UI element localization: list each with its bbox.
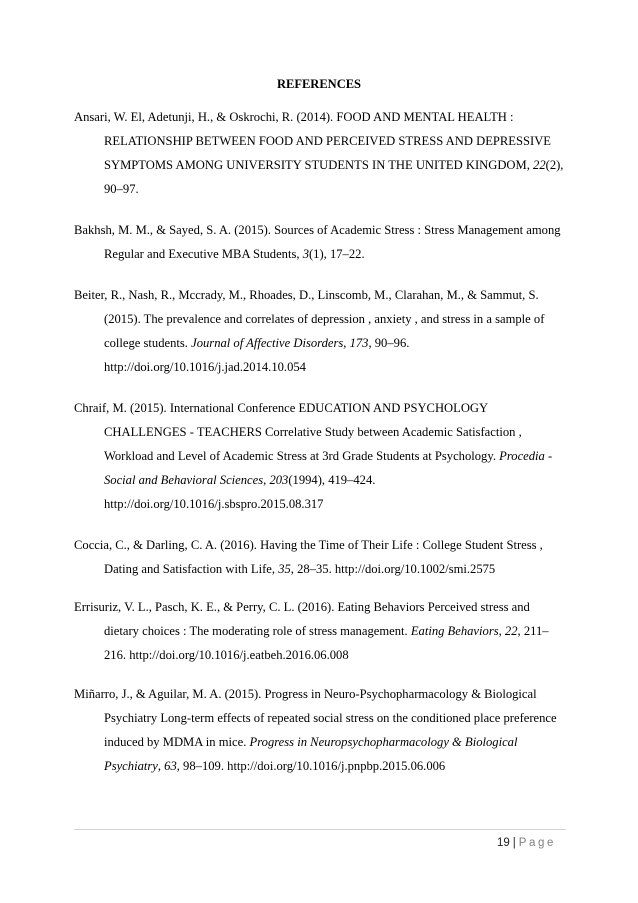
reference-pages: (2), 90–97. [104,158,564,196]
reference-list [74,105,566,793]
reference-entry [74,218,566,266]
reference-entry: Chraif, M. (2015). International Conference EDUCATION AND PSYCHOLOGY CHALLENGES - TEACHERS Correlative Study between Academic Satisfaction , Workload and Level of Academic Stress at 3rd Grade Students at Psychology. Procedia - Social and Behavioral Sciences, 203(1994), 419–424. http://doi.org/10.1016/j.sbspro.2015.08.317 [74,401,553,511]
reference-pages: , 98–109. [176,759,224,773]
reference-pages: , 90–96. [368,336,410,350]
reference-entry [74,533,566,581]
reference-pages: (1994), 419–424. [288,473,376,487]
reference-doi: http://doi.org/10.1016/j.sbspro.2015.08.317 [104,497,324,511]
reference-volume: 35 [278,562,291,576]
reference-volume: 22 [504,624,518,638]
reference-doi: http://doi.org/10.1002/smi.2575 [334,562,496,576]
reference-doi: http://doi.org/10.1016/j.eatbeh.2016.06.008 [129,648,349,662]
reference-pages: , 28–35. [290,562,332,576]
reference-text: Beiter, R., Nash, R., Mccrady, M., Rhoades, D., Linscomb, M., Clarahan, M., & Sammut, S. (2015). The prevalence and correlates of depression , anxiety , and stress in a sample of college students. [74,288,545,350]
footer-divider [74,829,566,830]
reference-volume: 203 [269,473,289,487]
page-label: Page [518,837,556,849]
reference-journal: Progress in Neuropsychopharmacology & Biological Psychiatry [104,735,518,773]
reference-text: Errisuriz, V. L., Pasch, K. E., & Perry, C. L. (2016). Eating Behaviors Perceived stress and dietary choices : The moderating role of stress management. [74,600,530,638]
reference-text: Bakhsh, M. M., & Sayed, S. A. (2015). Sources of Academic Stress : Stress Management among Regular and Executive MBA Students, [74,223,561,261]
reference-doi: http://doi.org/10.1016/j.jad.2014.10.054 [104,360,306,374]
reference-volume: 22 [533,158,546,172]
page-title: REFERENCES [276,77,362,91]
reference-journal: Procedia - Social and Behavioral Sciences [104,449,553,487]
footer-separator: | [512,837,516,849]
reference-text: Chraif, M. (2015). International Conference EDUCATION AND PSYCHOLOGY CHALLENGES - TEACHERS Correlative Study between Academic Satisfaction , Workload and Level of Academic Stress at 3rd Grade Students at Psychology. [74,401,522,463]
reference-entry [74,105,566,201]
reference-volume: 63 [164,759,177,773]
reference-pages: , 211–216. [104,624,549,662]
reference-text: Ansari, W. El, Adetunji, H., & Oskrochi, R. (2014). FOOD AND MENTAL HEALTH : RELATIONSHIP BETWEEN FOOD AND PERCEIVED STRESS AND DEPRESSIVE SYMPTOMS AMONG UNIVERSITY STUDENTS IN THE UNITED KINGDOM, [74,110,551,172]
page-number: 19 [496,837,510,849]
reference-volume: 3 [302,247,309,261]
reference-doi: http://doi.org/10.1016/j.pnpbp.2015.06.006 [227,759,446,773]
reference-entry: Beiter, R., Nash, R., Mccrady, M., Rhoades, D., Linscomb, M., Clarahan, M., & Sammut, S. (2015). The prevalence and correlates of depression , anxiety , and stress in a sample of college students. Journal of Affective Disorders, 173, 90–96. http://doi.org/10.1016/j.jad.2014.10.054 [74,288,545,374]
reference-entry: Errisuriz, V. L., Pasch, K. E., & Perry, C. L. (2016). Eating Behaviors Perceived stress and dietary choices : The moderating role of stress management. Eating Behaviors, 22, 211–216. http://doi.org/10.1016/j.eatbeh.2016.06.008 [74,600,549,662]
reference-text: Miñarro, J., & Aguilar, M. A. (2015). Progress in Neuro-Psychopharmacology & Biological Psychiatry Long-term effects of repeated social stress on the conditioned place preference induced by MDMA in mice. [74,687,557,749]
reference-entry: Miñarro, J., & Aguilar, M. A. (2015). Progress in Neuro-Psychopharmacology & Biological Psychiatry Long-term effects of repeated social stress on the conditioned place preference induced by MDMA in mice. Progress in Neuropsychopharmacology & Biological Psychiatry, 63, 98–109. http://doi.org/10.1016/j.pnpbp.2015.06.006 [74,687,557,773]
reference-text: Coccia, C., & Darling, C. A. (2016). Having the Time of Their Life : College Student Stress , Dating and Satisfaction with Life, [74,538,543,576]
reference-pages: (1), 17–22. [308,247,365,261]
reference-journal: Journal of Affective Disorders [191,336,344,350]
reference-journal: Eating Behaviors [410,624,499,638]
reference-volume: 173 [349,336,369,350]
page-footer [497,837,556,849]
